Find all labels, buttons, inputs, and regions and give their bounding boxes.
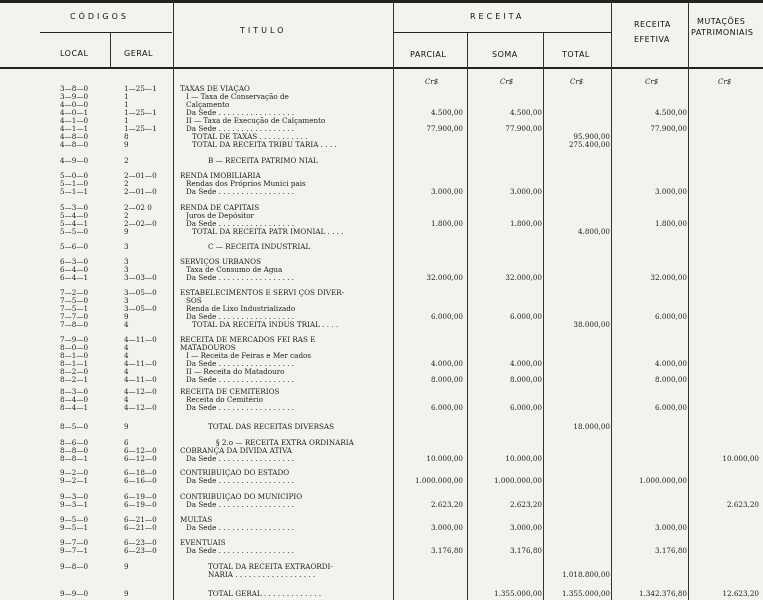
- table-row: [0, 125, 763, 133]
- value-total: 18.000,00: [573, 422, 610, 431]
- header-local: LOCAL: [60, 49, 89, 58]
- row-title: Da Sede . . . . . . . . . . . . . . . . .: [186, 188, 295, 196]
- code-geral: 3: [124, 265, 129, 274]
- row-title: Da Sede . . . . . . . . . . . . . . . . .: [186, 313, 295, 321]
- row-title: TOTAL DE TAXAS . . . . . . . . . . .: [192, 133, 308, 141]
- value-soma: 1.355.000,00: [493, 589, 542, 598]
- value-parcial: 4.500,00: [430, 108, 463, 117]
- code-local: 9—9—0: [60, 589, 89, 598]
- code-geral: 2—01—0: [124, 187, 157, 196]
- header-receita-efetiva-2: EFETIVA: [634, 35, 670, 44]
- code-local: 4—1—0: [60, 116, 89, 125]
- value-receita-efetiva: 1.800,00: [654, 219, 687, 228]
- code-geral: 6—19—0: [124, 500, 157, 509]
- code-geral: 1—25—1: [124, 108, 157, 117]
- table-row: [0, 477, 763, 485]
- table-row: [0, 93, 763, 101]
- table-row: [0, 220, 763, 228]
- code-local: 7—5—1: [60, 304, 89, 313]
- value-receita-efetiva: 1.342.376,80: [638, 589, 687, 598]
- code-local: 5—1—1: [60, 187, 89, 196]
- table-row: [0, 274, 763, 282]
- table-row: [0, 423, 763, 431]
- table-row: [0, 133, 763, 141]
- value-soma: 10.000,00: [505, 454, 542, 463]
- table-row: [0, 493, 763, 501]
- row-title: CONTRIBUIÇÃO DO ESTADO: [180, 469, 290, 477]
- code-local: 3—8—0: [60, 84, 89, 93]
- code-geral: 6: [124, 438, 129, 447]
- table-row: [0, 336, 763, 344]
- value-total: 38.000,00: [573, 320, 610, 329]
- row-title: TOTAL DA RECEITA TRIBU TARIA . . . .: [192, 141, 337, 149]
- code-geral: 6—12—0: [124, 446, 157, 455]
- row-title: RECEITA DE MERCADOS FEI RAS E: [180, 336, 316, 344]
- value-receita-efetiva: 32.000,00: [650, 273, 687, 282]
- code-geral: 4: [124, 351, 129, 360]
- code-geral: 1: [124, 100, 129, 109]
- value-parcial: 1.000.000,00: [414, 476, 463, 485]
- table-row: [0, 85, 763, 93]
- table-row: [0, 516, 763, 524]
- value-soma: 2.623,20: [509, 500, 542, 509]
- code-local: 4—1—1: [60, 124, 89, 133]
- value-soma: 1.000.000,00: [493, 476, 542, 485]
- code-geral: 3: [124, 257, 129, 266]
- top-border: [0, 0, 763, 3]
- table-row: [0, 404, 763, 412]
- value-parcial: 3.000,00: [430, 523, 463, 532]
- code-geral: 6—21—0: [124, 523, 157, 532]
- value-parcial: 8.000,00: [430, 375, 463, 384]
- row-title: CONTRIBUIÇÃO DO MUNICIPIO: [180, 493, 303, 501]
- value-soma: 3.000,00: [509, 187, 542, 196]
- code-local: 7—2—0: [60, 288, 89, 297]
- row-title: Da Sede . . . . . . . . . . . . . . . . .: [186, 274, 295, 282]
- code-local: 8—2—0: [60, 367, 89, 376]
- table-row: [0, 368, 763, 376]
- code-local: 6—4—0: [60, 265, 89, 274]
- code-geral: 1: [124, 116, 129, 125]
- table-row: [0, 344, 763, 352]
- row-title: Calçamento: [186, 101, 230, 109]
- row-title: Juros de Depósitor: [186, 212, 254, 220]
- code-local: 8—5—0: [60, 422, 89, 431]
- value-soma: 6.000,00: [509, 312, 542, 321]
- value-receita-efetiva: 1.000.000,00: [638, 476, 687, 485]
- row-title: I — Taxa de Conservação de: [186, 93, 289, 101]
- row-title: Renda de Lixo Industrializado: [186, 305, 296, 313]
- code-geral: 4: [124, 343, 129, 352]
- code-geral: 9: [124, 422, 129, 431]
- row-title: ESTABELECIMENTOS E SERVI ÇOS DIVER-: [180, 289, 345, 297]
- code-geral: 4—11—0: [124, 359, 157, 368]
- code-local: 7—5—0: [60, 296, 89, 305]
- header-receita-efetiva-1: RECEITA: [634, 20, 671, 29]
- code-geral: 1—25—1: [124, 124, 157, 133]
- code-geral: 6—19—0: [124, 492, 157, 501]
- row-title: Da Sede . . . . . . . . . . . . . . . . .: [186, 125, 295, 133]
- code-local: 9—7—0: [60, 538, 89, 547]
- table-row: [0, 243, 763, 251]
- code-geral: 4—11—0: [124, 335, 157, 344]
- code-local: 8—1—1: [60, 359, 89, 368]
- code-local: 9—2—0: [60, 468, 89, 477]
- code-geral: 9: [124, 227, 129, 236]
- code-geral: 6—18—0: [124, 468, 157, 477]
- value-soma: 77.900,00: [505, 124, 542, 133]
- header-rule-receita: [393, 32, 611, 33]
- code-local: 8—2—1: [60, 375, 89, 384]
- table-row: [0, 455, 763, 463]
- row-title: Da Sede . . . . . . . . . . . . . . . . .: [186, 455, 295, 463]
- code-geral: 2: [124, 211, 129, 220]
- table-row: [0, 204, 763, 212]
- row-title: I — Receita de Feiras e Mer cados: [186, 352, 312, 360]
- table-row: [0, 571, 763, 579]
- table-row: [0, 297, 763, 305]
- table-row: [0, 396, 763, 404]
- header-codigos: CÓDIGOS: [70, 12, 129, 21]
- row-title: TOTAL DA RECEITA PATR IMONIAL . . . .: [192, 228, 344, 236]
- code-local: 5—4—1: [60, 219, 89, 228]
- table-row: [0, 447, 763, 455]
- row-title: TOTAL GERAL . . . . . . . . . . . . .: [208, 590, 322, 598]
- row-title: MULTAS: [180, 516, 213, 524]
- table-row: [0, 501, 763, 509]
- row-title: SOS: [186, 297, 202, 305]
- value-parcial: 6.000,00: [430, 403, 463, 412]
- code-local: 8—0—0: [60, 343, 89, 352]
- row-title: Da Sede . . . . . . . . . . . . . . . . .: [186, 501, 295, 509]
- code-geral: 2: [124, 179, 129, 188]
- code-local: 5—5—0: [60, 227, 89, 236]
- row-title: Taxa de Consumo de Agua: [186, 266, 283, 274]
- row-title: COBRANÇA DA DIVIDA ATIVA: [180, 447, 292, 455]
- header-geral: GERAL: [124, 49, 153, 58]
- code-geral: 2—01—0: [124, 171, 157, 180]
- code-local: 9—3—0: [60, 492, 89, 501]
- code-local: 8—8—0: [60, 446, 89, 455]
- code-local: 8—6—0: [60, 438, 89, 447]
- code-geral: 3—05—0: [124, 304, 157, 313]
- header-parcial: PARCIAL: [410, 50, 447, 59]
- row-title: RECEITA DE CEMITÉRIOS: [180, 388, 280, 396]
- value-parcial: 32.000,00: [426, 273, 463, 282]
- row-title: II — Taxa de Execução de Calçamento: [186, 117, 326, 125]
- code-local: 7—7—0: [60, 312, 89, 321]
- header-titulo: TITULO: [240, 26, 287, 35]
- code-local: 9—3—1: [60, 500, 89, 509]
- value-receita-efetiva: 3.000,00: [654, 523, 687, 532]
- code-geral: 4: [124, 367, 129, 376]
- currency-mut: Cr$: [718, 78, 732, 86]
- table-row: [0, 524, 763, 532]
- table-row: [0, 180, 763, 188]
- value-receita-efetiva: 4.500,00: [654, 108, 687, 117]
- code-local: 5—6—0: [60, 242, 89, 251]
- table-row: [0, 188, 763, 196]
- row-title: RENDA IMOBILIÁRIA: [180, 172, 261, 180]
- col-rule-local-geral: [110, 33, 111, 67]
- table-row: [0, 266, 763, 274]
- value-total: 1.355.000,00: [561, 589, 610, 598]
- row-title: Da Sede . . . . . . . . . . . . . . . . .: [186, 220, 295, 228]
- code-geral: 4—11—0: [124, 375, 157, 384]
- value-mutacoes: 12.623,20: [722, 589, 759, 598]
- code-local: 9—2—1: [60, 476, 89, 485]
- table-row: [0, 360, 763, 368]
- currency-total: Cr$: [570, 78, 584, 86]
- value-parcial: 2.623,20: [430, 500, 463, 509]
- code-local: 5—4—0: [60, 211, 89, 220]
- table-row: [0, 439, 763, 447]
- row-title: TAXAS DE VIAÇÃO: [180, 85, 250, 93]
- row-title: TOTAL DAS RECEITAS DIVERSAS: [208, 423, 335, 431]
- code-geral: 4—12—0: [124, 387, 157, 396]
- value-receita-efetiva: 77.900,00: [650, 124, 687, 133]
- value-soma: 1.800,00: [509, 219, 542, 228]
- table-row: [0, 539, 763, 547]
- code-local: 8—8—1: [60, 454, 89, 463]
- code-geral: 9: [124, 562, 129, 571]
- table-row: [0, 258, 763, 266]
- value-parcial: 3.176,80: [430, 546, 463, 555]
- code-local: 8—4—1: [60, 403, 89, 412]
- row-title: Receita do Cemitério: [186, 396, 263, 404]
- value-total: 1.018.800,00: [561, 570, 610, 579]
- code-local: 4—0—0: [60, 100, 89, 109]
- table-row: [0, 388, 763, 396]
- value-soma: 8.000,00: [509, 375, 542, 384]
- table-row: [0, 352, 763, 360]
- code-geral: 2—02 0: [124, 203, 152, 212]
- value-soma: 3.176,80: [509, 546, 542, 555]
- code-local: 5—1—0: [60, 179, 89, 188]
- table-row: [0, 305, 763, 313]
- code-local: 7—8—0: [60, 320, 89, 329]
- code-local: 5—0—0: [60, 171, 89, 180]
- table-row: [0, 172, 763, 180]
- header-rule-codigos: [40, 32, 172, 33]
- value-parcial: 6.000,00: [430, 312, 463, 321]
- value-total: 95.900,00: [573, 132, 610, 141]
- row-title: EVENTUAIS: [180, 539, 226, 547]
- value-receita-efetiva: 3.176,80: [654, 546, 687, 555]
- code-local: 8—4—0: [60, 395, 89, 404]
- code-local: 4—0—1: [60, 108, 89, 117]
- value-soma: 4.000,00: [509, 359, 542, 368]
- row-title: Da Sede . . . . . . . . . . . . . . . . .: [186, 404, 295, 412]
- row-title: TOTAL DA RECEITA INDUS TRIAL . . . .: [192, 321, 339, 329]
- code-geral: 3: [124, 242, 129, 251]
- table-row: [0, 376, 763, 384]
- code-local: 9—5—0: [60, 515, 89, 524]
- value-parcial: 4.000,00: [430, 359, 463, 368]
- header-receita: RECEITA: [470, 12, 525, 21]
- value-parcial: 1.800,00: [430, 219, 463, 228]
- row-title: B — RECEITA PATRIMO NIAL: [208, 157, 318, 165]
- code-local: 5—3—0: [60, 203, 89, 212]
- currency-parcial: Cr$: [425, 78, 439, 86]
- code-geral: 8: [124, 132, 129, 141]
- table-row: [0, 141, 763, 149]
- row-title: NARIA . . . . . . . . . . . . . . . . . .: [208, 571, 316, 579]
- code-geral: 4: [124, 320, 129, 329]
- code-geral: 3: [124, 296, 129, 305]
- row-title: Da Sede . . . . . . . . . . . . . . . . .: [186, 547, 295, 555]
- value-parcial: 10.000,00: [426, 454, 463, 463]
- code-local: 9—7—1: [60, 546, 89, 555]
- table-row: [0, 321, 763, 329]
- row-title: Da Sede . . . . . . . . . . . . . . . . .: [186, 524, 295, 532]
- value-soma: 3.000,00: [509, 523, 542, 532]
- value-soma: 32.000,00: [505, 273, 542, 282]
- code-local: 4—8—0: [60, 140, 89, 149]
- code-geral: 1—25—1: [124, 84, 157, 93]
- code-geral: 6—16—0: [124, 476, 157, 485]
- currency-soma: Cr$: [500, 78, 514, 86]
- code-geral: 6—21—0: [124, 515, 157, 524]
- code-geral: 9: [124, 589, 129, 598]
- code-local: 4—8—0: [60, 132, 89, 141]
- row-title: Da Sede . . . . . . . . . . . . . . . . .: [186, 360, 295, 368]
- row-title: Da Sede . . . . . . . . . . . . . . . . .: [186, 376, 295, 384]
- code-geral: 6—23—0: [124, 538, 157, 547]
- table-row: [0, 547, 763, 555]
- value-parcial: 3.000,00: [430, 187, 463, 196]
- table-row: [0, 212, 763, 220]
- value-soma: 6.000,00: [509, 403, 542, 412]
- code-local: 4—9—0: [60, 156, 89, 165]
- table-row: [0, 313, 763, 321]
- table-row: [0, 157, 763, 165]
- header-total: TOTAL: [562, 50, 590, 59]
- row-title: RENDA DE CAPITAIS: [180, 204, 260, 212]
- code-geral: 1: [124, 92, 129, 101]
- code-geral: 9: [124, 312, 129, 321]
- code-local: 8—1—0: [60, 351, 89, 360]
- row-title: II — Receita do Matadouro: [186, 368, 285, 376]
- code-local: 6—3—0: [60, 257, 89, 266]
- row-title: MATADOUROS: [180, 344, 236, 352]
- table-row: [0, 590, 763, 598]
- code-geral: 2—02—0: [124, 219, 157, 228]
- value-receita-efetiva: 6.000,00: [654, 403, 687, 412]
- code-local: 6—4—1: [60, 273, 89, 282]
- value-mutacoes: 2.623,20: [726, 500, 759, 509]
- value-soma: 4.500,00: [509, 108, 542, 117]
- header-mutacoes-2: PATRIMONIAIS: [691, 28, 754, 37]
- row-title: Rendas dos Próprios Munici pais: [186, 180, 306, 188]
- row-title: SERVIÇOS URBANOS: [180, 258, 262, 266]
- code-geral: 9: [124, 140, 129, 149]
- value-receita-efetiva: 3.000,00: [654, 187, 687, 196]
- header-bottom-rule: [0, 67, 763, 69]
- table-row: [0, 109, 763, 117]
- row-title: Da Sede . . . . . . . . . . . . . . . . .: [186, 109, 295, 117]
- value-receita-efetiva: 8.000,00: [654, 375, 687, 384]
- code-local: 8—3—0: [60, 387, 89, 396]
- value-receita-efetiva: 6.000,00: [654, 312, 687, 321]
- table-row: [0, 289, 763, 297]
- code-geral: 3—03—0: [124, 273, 157, 282]
- header-mutacoes-1: MUTAÇÕES: [697, 17, 746, 26]
- code-geral: 2: [124, 156, 129, 165]
- value-total: 275.400,00: [568, 140, 610, 149]
- table-row: [0, 228, 763, 236]
- currency-efetiva: Cr$: [645, 78, 659, 86]
- code-local: 7—9—0: [60, 335, 89, 344]
- code-geral: 3—05—0: [124, 288, 157, 297]
- code-geral: 4—12—0: [124, 403, 157, 412]
- code-geral: 6—12—0: [124, 454, 157, 463]
- code-local: 9—5—1: [60, 523, 89, 532]
- header-soma: SOMA: [492, 50, 518, 59]
- table-row: [0, 101, 763, 109]
- table-row: [0, 563, 763, 571]
- value-mutacoes: 10.000,00: [722, 454, 759, 463]
- value-receita-efetiva: 4.000,00: [654, 359, 687, 368]
- value-parcial: 77.900,00: [426, 124, 463, 133]
- row-title: § 2.o — RECEITA EXTRA ORDINARIA: [216, 439, 354, 447]
- code-local: 3—9—0: [60, 92, 89, 101]
- row-title: Da Sede . . . . . . . . . . . . . . . . .: [186, 477, 295, 485]
- row-title: TOTAL DA RECEITA EXTRAORDI-: [208, 563, 333, 571]
- table-row: [0, 117, 763, 125]
- row-title: C — RECEITA INDUSTRIAL: [208, 243, 311, 251]
- code-geral: 4: [124, 395, 129, 404]
- code-local: 9—8—0: [60, 562, 89, 571]
- value-total: 4.800,00: [577, 227, 610, 236]
- code-geral: 6—23—0: [124, 546, 157, 555]
